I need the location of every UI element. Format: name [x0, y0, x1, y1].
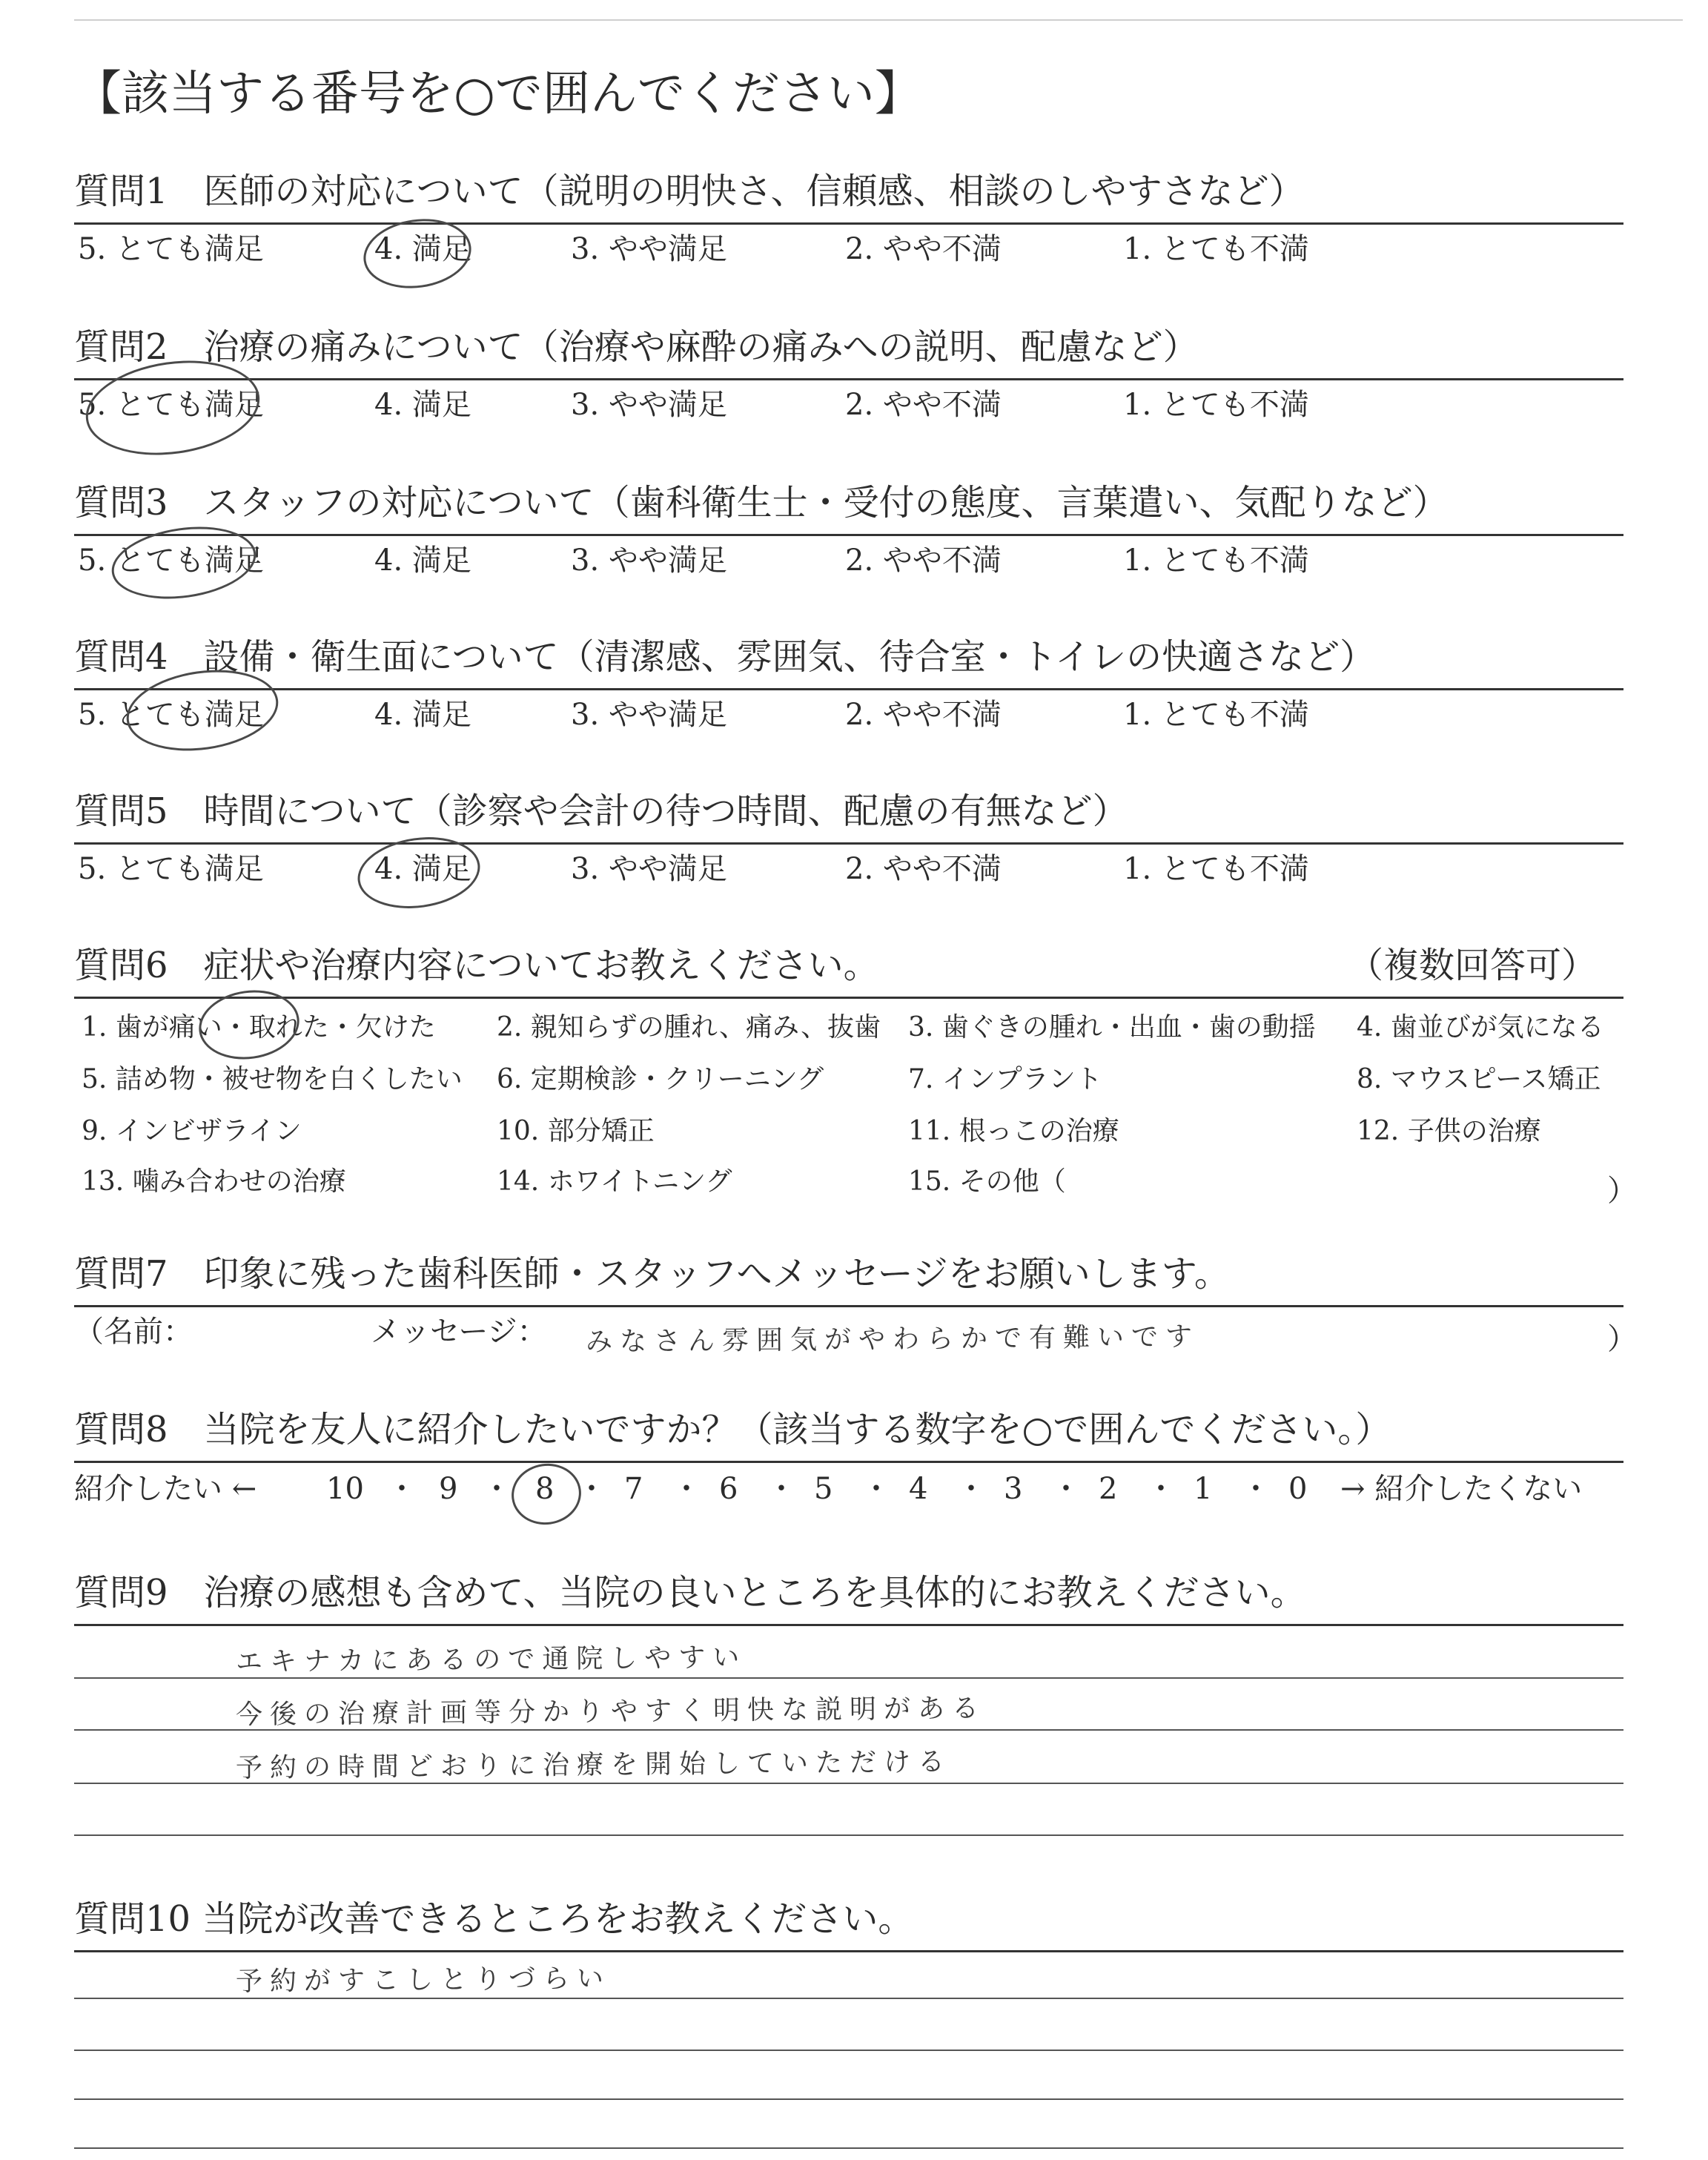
q8-separator: ・: [1146, 1472, 1176, 1506]
question-7-label: 質問7 印象に残った歯科医師・スタッフへメッセージをお願いします。: [74, 1253, 1230, 1295]
question-6-header: [74, 945, 1623, 999]
q4-option-2[interactable]: 2. やや不満: [845, 698, 1002, 732]
q8-left-label: 紹介したい ←: [74, 1472, 257, 1506]
q8-score-0[interactable]: 0: [1288, 1472, 1308, 1506]
q10-answer-line-1[interactable]: 予約がすこしとりづらい: [235, 1963, 612, 1998]
question-8-label: 質問8 当院を友人に紹介したいですか？（該当する数字を○で囲んでください。）: [74, 1409, 1391, 1450]
q6-item-1[interactable]: 1. 歯が痛い・取れた・欠けた: [82, 1012, 436, 1043]
q8-separator: ・: [767, 1472, 796, 1506]
question-3-label: 質問3 スタッフの対応について（歯科衛生士・受付の態度、言葉遣い、気配りなど）: [74, 482, 1449, 524]
q7-message-label: メッセージ：: [371, 1315, 547, 1349]
q8-separator: ・: [861, 1472, 891, 1506]
q6-item-15-other[interactable]: 15. その他（: [908, 1166, 1066, 1197]
q6-item-8[interactable]: 8. マウスピース矯正: [1357, 1064, 1601, 1094]
q6-item-7[interactable]: 7. インプラント: [908, 1064, 1102, 1094]
q3-option-3[interactable]: 3. やや満足: [571, 544, 727, 578]
question-3-header: [74, 482, 1623, 536]
q5-option-2[interactable]: 2. やや不満: [845, 852, 1002, 886]
q1-option-4[interactable]: 4. 満足: [374, 232, 471, 266]
q1-option-1[interactable]: 1. とても不満: [1123, 232, 1309, 266]
q8-score-4[interactable]: 4: [909, 1472, 928, 1506]
question-2-header: [74, 326, 1623, 380]
q6-item-14[interactable]: 14. ホワイトニング: [497, 1166, 732, 1197]
q8-score-7[interactable]: 7: [624, 1472, 643, 1506]
question-9-header: [74, 1572, 1623, 1626]
q8-score-3[interactable]: 3: [1004, 1472, 1023, 1506]
q2-option-3[interactable]: 3. やや満足: [571, 388, 727, 422]
q7-close-paren: ）: [1607, 1322, 1637, 1356]
q6-other-close-paren: ）: [1607, 1174, 1637, 1208]
q9-answer-line-3[interactable]: 予約の時間どおりに治療を開始していただける: [235, 1746, 953, 1784]
q6-item-6[interactable]: 6. 定期検診・クリーニング: [497, 1064, 824, 1094]
q8-separator: ・: [1241, 1472, 1271, 1506]
question-10-label: 質問10 当院が改善できるところをお教えください。: [74, 1898, 914, 1940]
q4-option-3[interactable]: 3. やや満足: [571, 698, 727, 732]
q3-option-1[interactable]: 1. とても不満: [1123, 544, 1309, 578]
q6-item-2[interactable]: 2. 親知らずの腫れ、痛み、抜歯: [497, 1012, 881, 1043]
q6-item-12[interactable]: 12. 子供の治療: [1357, 1116, 1541, 1146]
q3-option-5[interactable]: 5. とても満足: [78, 544, 264, 578]
q8-separator: ・: [482, 1472, 512, 1506]
q10-rule: [74, 1998, 1623, 1999]
question-1-label: 質問1 医師の対応について（説明の明快さ、信頼感、相談のしやすさなど）: [74, 171, 1305, 212]
q5-option-5[interactable]: 5. とても満足: [78, 852, 264, 886]
q8-score-10[interactable]: 10: [326, 1472, 364, 1506]
q1-option-2[interactable]: 2. やや不満: [845, 232, 1002, 266]
q2-option-4[interactable]: 4. 満足: [374, 388, 471, 422]
q9-rule: [74, 1783, 1623, 1784]
q3-option-4[interactable]: 4. 満足: [374, 544, 471, 578]
q7-name-label: （名前：: [74, 1315, 193, 1349]
question-6-note: （複数回答可）: [1347, 945, 1597, 986]
q9-rule: [74, 1677, 1623, 1679]
q8-score-5[interactable]: 5: [814, 1472, 833, 1506]
top-border: [74, 19, 1683, 21]
q8-separator: ・: [672, 1472, 701, 1506]
question-6-label: 質問6 症状や治療内容についてお教えください。: [74, 945, 879, 986]
q10-rule: [74, 2050, 1623, 2051]
q8-separator: ・: [387, 1472, 417, 1506]
question-1-header: [74, 171, 1623, 225]
q4-option-5[interactable]: 5. とても満足: [78, 698, 264, 732]
question-9-label: 質問9 治療の感想も含めて、当院の良いところを具体的にお教えください。: [74, 1572, 1306, 1614]
q6-item-4[interactable]: 4. 歯並びが気になる: [1357, 1012, 1604, 1043]
q8-score-9[interactable]: 9: [439, 1472, 458, 1506]
q1-option-5[interactable]: 5. とても満足: [78, 232, 264, 266]
q5-option-4[interactable]: 4. 満足: [374, 852, 471, 886]
question-2-label: 質問2 治療の痛みについて（治療や麻酔の痛みへの説明、配慮など）: [74, 326, 1199, 368]
q3-option-2[interactable]: 2. やや不満: [845, 544, 1002, 578]
q5-option-3[interactable]: 3. やや満足: [571, 852, 727, 886]
q6-item-11[interactable]: 11. 根っこの治療: [908, 1116, 1119, 1146]
q8-score-8[interactable]: 8: [535, 1472, 555, 1506]
question-4-header: [74, 636, 1623, 690]
q6-item-9[interactable]: 9. インビザライン: [82, 1116, 302, 1146]
q8-score-6[interactable]: 6: [719, 1472, 738, 1506]
question-7-header: [74, 1253, 1623, 1307]
q2-option-2[interactable]: 2. やや不満: [845, 388, 1002, 422]
q6-item-13[interactable]: 13. 噛み合わせの治療: [82, 1166, 346, 1197]
q2-option-1[interactable]: 1. とても不満: [1123, 388, 1309, 422]
q4-option-4[interactable]: 4. 満足: [374, 698, 471, 732]
q10-rule: [74, 2098, 1623, 2100]
question-8-header: [74, 1409, 1623, 1463]
q8-separator: ・: [956, 1472, 986, 1506]
q5-option-1[interactable]: 1. とても不満: [1123, 852, 1309, 886]
q6-item-3[interactable]: 3. 歯ぐきの腫れ・出血・歯の動揺: [908, 1012, 1316, 1043]
q10-rule: [74, 2147, 1623, 2149]
question-10-header: [74, 1898, 1623, 1952]
question-5-header: [74, 790, 1623, 845]
question-4-label: 質問4 設備・衛生面について（清潔感、雰囲気、待合室・トイレの快適さなど）: [74, 636, 1376, 678]
page-title: 【該当する番号を○で囲んでください】: [74, 67, 922, 122]
q8-score-2[interactable]: 2: [1099, 1472, 1118, 1506]
q8-separator: ・: [1051, 1472, 1081, 1506]
q9-answer-line-1[interactable]: エキナカにあるので通院しやすい: [235, 1642, 747, 1678]
q2-option-5[interactable]: 5. とても満足: [78, 388, 264, 422]
q8-right-label: → 紹介したくない: [1340, 1472, 1583, 1506]
q7-message-handwritten[interactable]: みなさん雰囲気がやわらかで有難いです: [585, 1321, 1200, 1358]
q8-score-1[interactable]: 1: [1194, 1472, 1213, 1506]
q1-option-3[interactable]: 3. やや満足: [571, 232, 727, 266]
q9-rule: [74, 1729, 1623, 1731]
q4-option-1[interactable]: 1. とても不満: [1123, 698, 1309, 732]
question-5-label: 質問5 時間について（診察や会計の待つ時間、配慮の有無など）: [74, 790, 1128, 832]
q8-separator: ・: [577, 1472, 606, 1506]
q6-item-5[interactable]: 5. 詰め物・被せ物を白くしたい: [82, 1064, 463, 1094]
q9-rule: [74, 1834, 1623, 1836]
q9-answer-line-2[interactable]: 今後の治療計画等分かりやすく明快な説明がある: [235, 1693, 987, 1731]
q6-item-10[interactable]: 10. 部分矯正: [497, 1116, 655, 1146]
